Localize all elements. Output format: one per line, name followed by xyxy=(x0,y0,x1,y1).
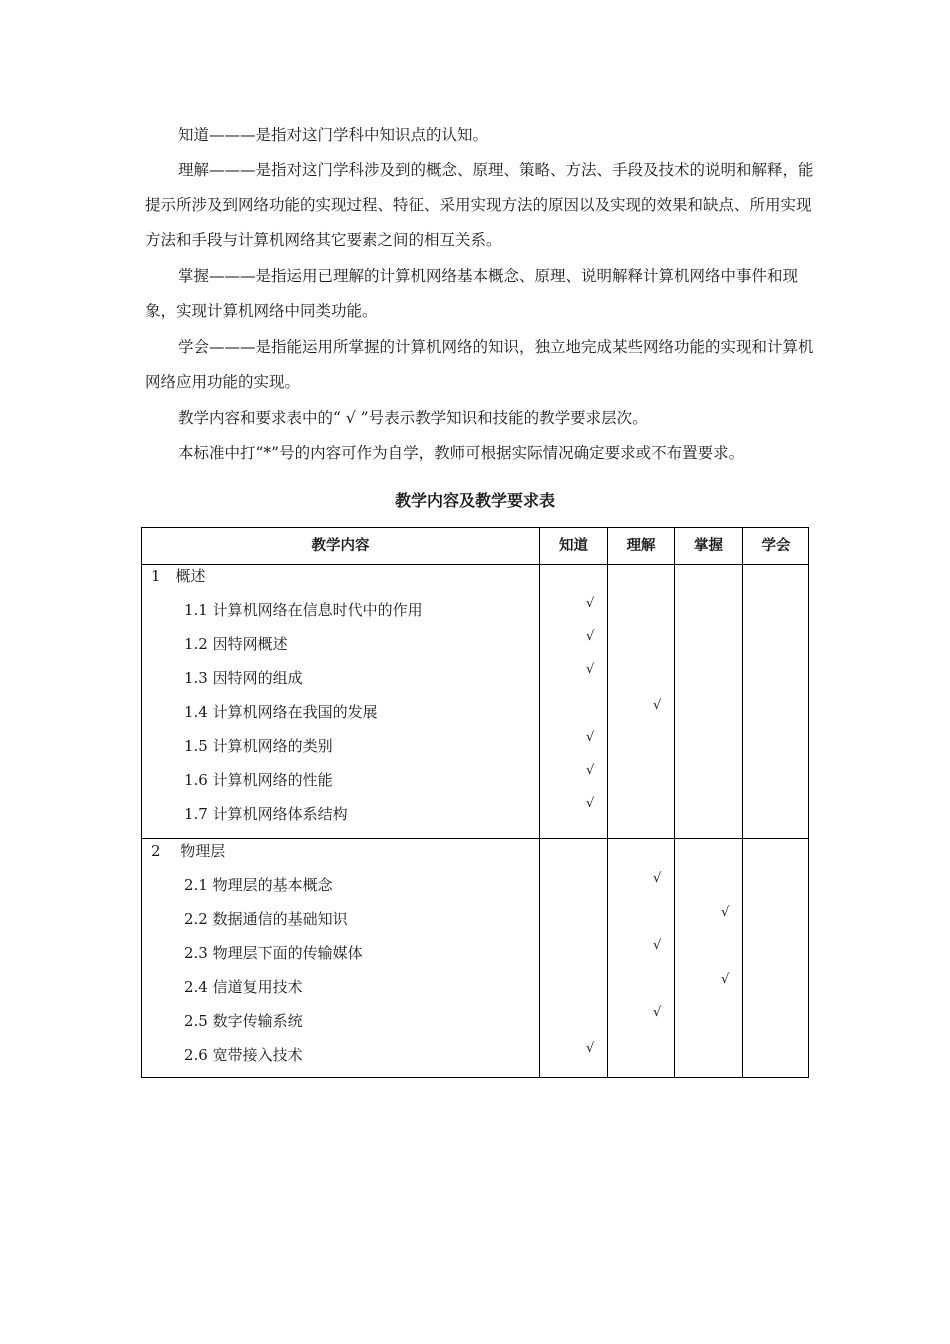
table-row-label: 1.5 计算机网络的类别 xyxy=(184,737,333,755)
column-header-understand: 理解 xyxy=(626,538,656,554)
check-mark-icon: √ xyxy=(653,698,662,713)
check-mark-note: 教学内容和要求表中的“ √ ”号表示教学知识和技能的教学要求层次。 xyxy=(178,409,648,427)
definition-master: 掌握———是指运用已理解的计算机网络基本概念、原理、说明解释计算机网络中事件和现象，实现计算机网络中同类功能。 xyxy=(145,267,799,320)
check-mark-icon: √ xyxy=(586,730,595,745)
column-header-content: 教学内容 xyxy=(311,538,370,554)
check-mark-icon: √ xyxy=(653,871,662,886)
table-row-label: 1.2 因特网概述 xyxy=(184,635,288,653)
check-mark-icon: √ xyxy=(721,972,730,987)
column-divider xyxy=(607,528,608,1077)
table-row-label: 2.5 数字传输系统 xyxy=(184,1012,303,1030)
definition-understand: 理解———是指对这门学科涉及到的概念、原理、策略、方法、手段及技术的说明和解释，能提示所涉及到网络功能的实现过程、特征、采用实现方法的原因以及实现的效果和缺点、所用实现方法和手段与计算机网络其它要素之间的相互关系。 xyxy=(145,161,814,249)
table-row-label: 2.6 宽带接入技术 xyxy=(184,1046,303,1064)
column-header-know: 知道 xyxy=(559,538,588,554)
self-study-note: 本标准中打“*”号的内容可作为自学，教师可根据实际情况确定要求或不布置要求。 xyxy=(178,444,745,462)
table-title: 教学内容及教学要求表 xyxy=(394,491,555,510)
column-divider xyxy=(539,528,540,1077)
check-mark-icon: √ xyxy=(721,905,730,920)
check-mark-icon: √ xyxy=(586,763,595,778)
table-row-label: 1.3 因特网的组成 xyxy=(184,669,303,687)
check-mark-icon: √ xyxy=(586,596,595,611)
table-row-label: 2.2 数据通信的基础知识 xyxy=(184,910,348,928)
table-row-label: 2.4 信道复用技术 xyxy=(184,978,303,996)
check-mark-icon: √ xyxy=(586,796,595,811)
definition-know: 知道———是指对这门学科中知识点的认知。 xyxy=(178,126,489,144)
check-mark-icon: √ xyxy=(586,629,595,644)
definition-learn: 学会———是指能运用所掌握的计算机网络的知识，独立地完成某些网络功能的实现和计算机网络应用功能的实现。 xyxy=(145,338,814,391)
section-heading: 2 物理层 xyxy=(151,842,226,860)
table-row-label: 2.3 物理层下面的传输媒体 xyxy=(184,944,363,962)
column-header-master: 掌握 xyxy=(694,538,723,554)
section-heading: 1 概述 xyxy=(151,567,206,585)
column-divider xyxy=(742,528,743,1077)
table-row-label: 2.1 物理层的基本概念 xyxy=(184,876,333,894)
check-mark-icon: √ xyxy=(586,1041,595,1056)
table-row-label: 1.1 计算机网络在信息时代中的作用 xyxy=(184,601,423,619)
check-mark-icon: √ xyxy=(586,662,595,677)
check-mark-icon: √ xyxy=(653,1005,662,1020)
table-row-label: 1.7 计算机网络体系结构 xyxy=(184,805,348,823)
column-divider xyxy=(674,528,675,1077)
table-row-label: 1.4 计算机网络在我国的发展 xyxy=(184,703,378,721)
header-divider xyxy=(142,564,808,565)
section-divider xyxy=(142,838,808,839)
teaching-requirements-table xyxy=(141,527,809,1078)
check-mark-icon: √ xyxy=(653,938,662,953)
column-header-learn: 学会 xyxy=(761,538,791,554)
table-row-label: 1.6 计算机网络的性能 xyxy=(184,771,333,789)
